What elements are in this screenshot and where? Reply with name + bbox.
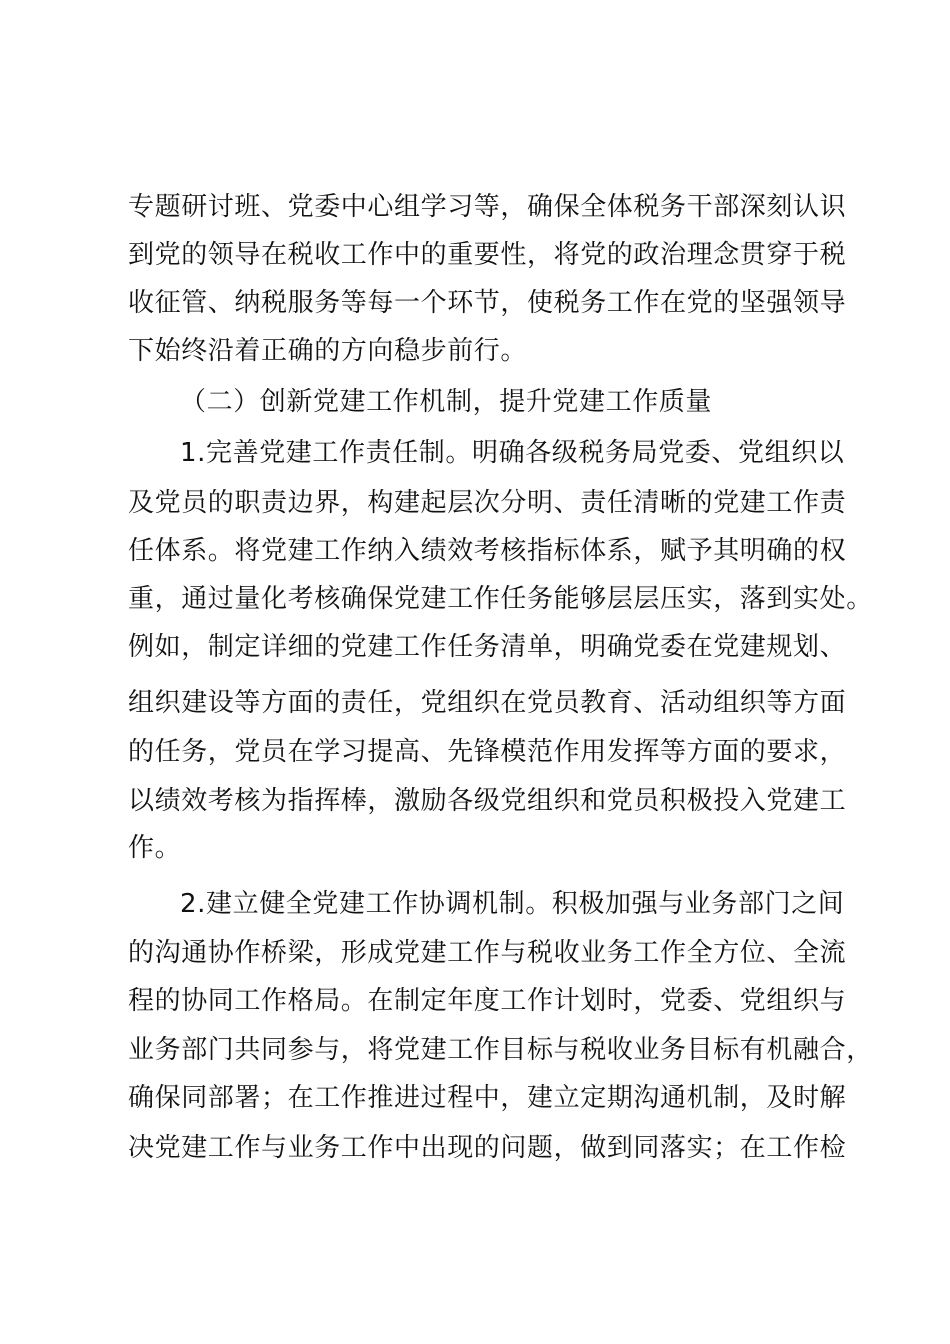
text-line: 决党建工作与业务工作中出现的问题，做到同落实；在工作检 [128, 1133, 847, 1163]
text-line: 程的协同工作格局。在制定年度工作计划时，党委、党组织与 [128, 986, 847, 1016]
text-line: 组织建设等方面的责任，党组织在党员教育、活动组织等方面 [128, 688, 847, 718]
text-line: 重，通过量化考核确保党建工作任务能够层层压实，落到实处。 [128, 584, 873, 614]
text-line: 1.完善党建工作责任制。明确各级税务局党委、党组织以 [180, 438, 845, 468]
text-line: 的沟通协作桥梁，形成党建工作与税收业务工作全方位、全流 [128, 938, 847, 968]
text-line: 的任务，党员在学习提高、先锋模范作用发挥等方面的要求， [128, 737, 847, 767]
text-line: 及党员的职责边界，构建起层次分明、责任清晰的党建工作责 [128, 488, 847, 518]
text-line: 业务部门共同参与，将党建工作目标与税收业务目标有机融合， [128, 1035, 873, 1065]
text-line: 到党的领导在税收工作中的重要性，将党的政治理念贯穿于税 [128, 240, 847, 270]
text-line: 作。 [128, 833, 182, 863]
text-line: 专题研讨班、党委中心组学习等，确保全体税务干部深刻认识 [128, 192, 847, 222]
text-line: 例如，制定详细的党建工作任务清单，明确党委在党建规划、 [128, 632, 847, 662]
section-heading: （二）创新党建工作机制，提升党建工作质量 [180, 387, 713, 417]
text-line: 下始终沿着正确的方向稳步前行。 [128, 336, 528, 366]
text-line: 确保同部署；在工作推进过程中，建立定期沟通机制，及时解 [128, 1083, 847, 1113]
text-line: 收征管、纳税服务等每一个环节，使税务工作在党的坚强领导 [128, 288, 847, 318]
text-line: 以绩效考核为指挥棒，激励各级党组织和党员积极投入党建工 [128, 786, 847, 816]
text-line: 2.建立健全党建工作协调机制。积极加强与业务部门之间 [180, 889, 845, 919]
text-line: 任体系。将党建工作纳入绩效考核指标体系，赋予其明确的权 [128, 536, 847, 566]
